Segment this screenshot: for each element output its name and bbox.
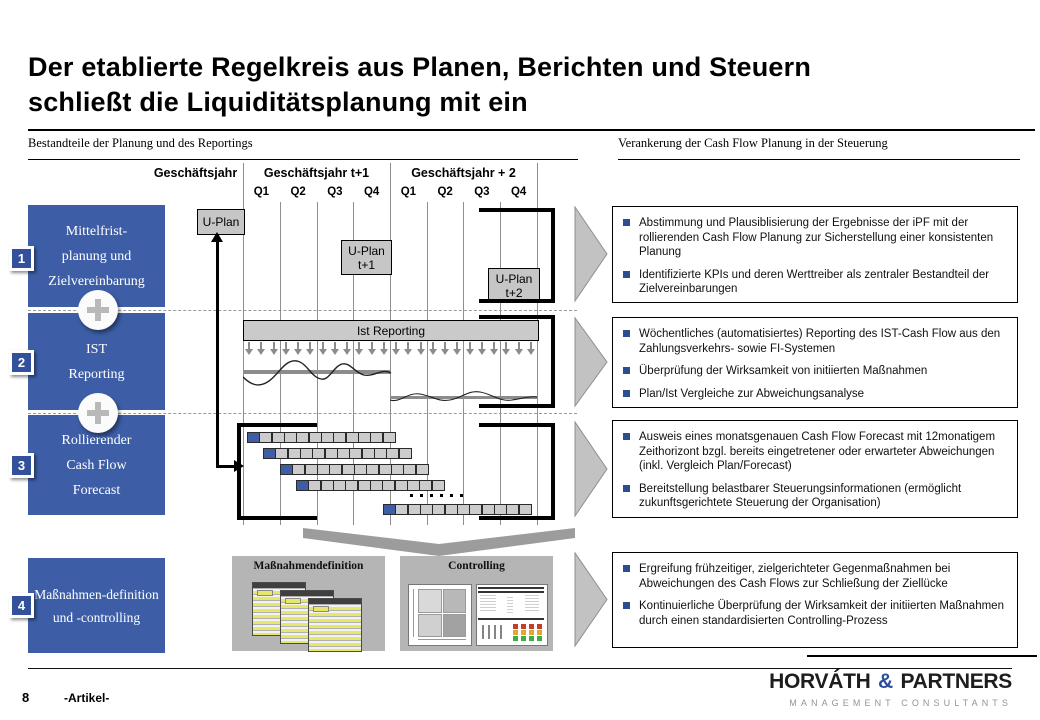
down-arrow-icon: [329, 342, 341, 356]
gantt-segment: [345, 480, 358, 491]
traffic-light-indicators: [513, 624, 542, 641]
section-underline-left: [28, 159, 578, 160]
mini-window-header: [309, 599, 361, 604]
gantt-segment: [432, 480, 445, 491]
logo-horvath: HORVÁTH: [769, 670, 871, 693]
callout-bullet: [623, 327, 1007, 356]
quarter-label: Q2: [437, 186, 453, 198]
gantt-segment: [333, 480, 346, 491]
chevron-right-icon: [574, 316, 608, 408]
down-arrow-icon: [390, 342, 402, 356]
down-arrow-icon: [317, 342, 329, 356]
gantt-segment: [309, 432, 322, 443]
bracket: [479, 315, 555, 319]
mini-window-header: [281, 591, 333, 596]
gantt-segment: [305, 464, 318, 475]
gantt-segment: [292, 464, 305, 475]
down-arrow-icon: [439, 342, 451, 356]
gantt-segment: [391, 464, 404, 475]
title-line-2: schließt die Liquiditätsplanung mit ein: [28, 87, 528, 117]
bullet-square-icon: [623, 602, 630, 609]
uplan-label: U-Plan: [202, 215, 240, 229]
mini-window-chip: [257, 590, 273, 596]
ist-reporting-label: Ist Reporting: [356, 323, 426, 338]
gantt-segment: [482, 504, 495, 515]
quarter-label: Q1: [253, 186, 270, 198]
callout-box-1: [612, 206, 1018, 303]
gantt-segment: [386, 448, 399, 459]
gantt-segment: [379, 464, 392, 475]
arrow-up-icon: [211, 232, 223, 242]
traffic-light-column: [513, 624, 518, 641]
uplan-sublabel: t+2: [505, 285, 523, 300]
down-arrow-icon: [427, 342, 439, 356]
callout-bullet: [623, 430, 1007, 474]
process-box-massnahmen: [28, 558, 165, 653]
uplan-t2-box: [488, 268, 540, 303]
bracket: [479, 208, 555, 212]
gantt-segment: [457, 504, 470, 515]
gantt-segment: [354, 464, 367, 475]
process-box-line: Zielvereinbarung: [48, 273, 145, 289]
gantt-segment-done: [263, 448, 276, 459]
down-arrow-icon: [341, 342, 353, 356]
callout-bullet: [623, 562, 1007, 591]
logo-overline: [807, 655, 1037, 657]
process-box-line: Reporting: [68, 366, 125, 382]
section-underline-right: [618, 159, 1020, 160]
callout-bullet: [623, 216, 1007, 260]
chevron-right-icon: [574, 205, 608, 303]
bullet-square-icon: [623, 433, 630, 440]
feedback-arrow-line: [216, 465, 235, 468]
gantt-segment: [420, 504, 433, 515]
gantt-segment: [403, 464, 416, 475]
bullet-square-icon: [623, 367, 630, 374]
uplan-sublabel: t+1: [357, 257, 375, 272]
step-number-badge-3: 3: [9, 453, 34, 478]
quarter-label: Q2: [290, 186, 306, 198]
ist-reporting-bar: [243, 320, 539, 341]
page-title: [28, 50, 1018, 120]
gantt-segment: [519, 504, 532, 515]
logo-subtitle: MANAGEMENT CONSULTANTS: [789, 698, 1012, 708]
callout-bullet: [623, 364, 1007, 379]
bracket: [551, 423, 555, 520]
down-arrow-icon: [476, 342, 488, 356]
callout-bullet-text: Überprüfung der Wirksamkeit von initiierten Maßnahmen: [639, 365, 928, 377]
gantt-segment: [416, 464, 429, 475]
step-number-badge-4: 4: [9, 593, 34, 618]
down-arrow-icon: [500, 342, 512, 356]
process-box-line: planung und: [61, 248, 132, 264]
mini-window-chip: [285, 598, 301, 604]
gantt-segment: [366, 464, 379, 475]
quarter-label-row: [243, 186, 537, 198]
bullet-square-icon: [623, 485, 630, 492]
down-arrow-icon: [488, 342, 500, 356]
gridline-quarter: [500, 202, 501, 525]
year-header-current: Geschäftsjahr: [153, 166, 238, 180]
down-arrow-icon: [292, 342, 304, 356]
gantt-segment: [342, 464, 355, 475]
down-arrow-icon: [280, 342, 292, 356]
section-header-right: Verankerung der Cash Flow Planung in der Steuerung: [618, 136, 888, 150]
gantt-segment: [275, 448, 288, 459]
gantt-continuation-dots: [410, 494, 470, 497]
section-header-left: Bestandteile der Planung und des Reportings: [28, 136, 253, 150]
gantt-segment: [374, 448, 387, 459]
bracket: [479, 404, 555, 408]
mini-form-window: [308, 598, 362, 652]
bracket: [237, 423, 317, 427]
quarter-label: Q3: [474, 186, 490, 198]
title-line-1: Der etablierte Regelkreis aus Planen, Berichten und Steuern: [28, 52, 812, 82]
page-number: 8: [22, 690, 30, 705]
gantt-segment: [358, 480, 371, 491]
footer-label: -Artikel-: [64, 691, 110, 705]
gantt-segment: [325, 448, 338, 459]
funnel-chevron-icon: [303, 528, 575, 557]
portfolio-matrix-chart: [408, 584, 472, 646]
bullet-square-icon: [623, 390, 630, 397]
gantt-segment: [395, 504, 408, 515]
quarter-label: Q4: [510, 186, 527, 198]
company-logo: [769, 672, 1012, 713]
down-arrow-icon: [255, 342, 267, 356]
gantt-segment: [329, 464, 342, 475]
callout-bullet-text: Ergreifung frühzeitiger, zielgerichteter Gegenmaßnahmen bei Abweichungen des Cash Flows zur Schließung der Ziellücke: [639, 563, 951, 590]
reporting-arrow-fringe: [243, 342, 537, 356]
gantt-segment: [300, 448, 313, 459]
down-arrow-icon: [402, 342, 414, 356]
callout-bullet-text: Kontinuierliche Überprüfung der Wirksamkeit der initiierten Maßnahmen durch einen standardisierten Controlling-Prozess: [639, 600, 1004, 627]
process-box-line: Mittelfrist-: [65, 223, 128, 239]
bracket: [551, 315, 555, 408]
gridline-year: [537, 163, 538, 525]
process-box-line: Maßnahmen-definition: [34, 586, 159, 602]
mini-window-header: [253, 583, 305, 588]
callout-box-2: [612, 317, 1018, 408]
gantt-segment: [383, 432, 396, 443]
thumbnail-title: Maßnahmendefinition: [253, 560, 364, 572]
gantt-segment: [432, 504, 445, 515]
gantt-segment: [312, 448, 325, 459]
chevron-right-icon: [574, 420, 608, 518]
gantt-segment: [445, 504, 458, 515]
gantt-segment: [272, 432, 285, 443]
down-arrow-icon: [525, 342, 537, 356]
callout-bullet-text: Abstimmung und Plausiblisierung der Ergebnisse der iPF mit der rollierenden Cash Flow Planung zur Sicherstellung einer konsistenten Planung: [639, 217, 994, 258]
gantt-segment: [284, 432, 297, 443]
gantt-segment: [346, 432, 359, 443]
year-header-t2: Geschäftsjahr + 2: [411, 166, 516, 180]
bracket: [479, 423, 555, 427]
gridline-quarter: [463, 202, 464, 525]
gantt-segment: [408, 504, 421, 515]
gantt-segment-done: [247, 432, 260, 443]
gantt-segment: [469, 504, 482, 515]
gantt-segment: [382, 480, 395, 491]
gantt-segment: [259, 432, 272, 443]
gantt-segment: [308, 480, 321, 491]
callout-box-4: [612, 552, 1018, 648]
traffic-light-column: [521, 624, 526, 641]
callout-bullet-text: Wöchentliches (automatisiertes) Reporting des IST-Cash Flow aus den Zahlungsverkehrs- sowie FI-Systemen: [639, 328, 1001, 355]
bullet-square-icon: [623, 271, 630, 278]
gridline-quarter: [427, 202, 428, 525]
title-divider: [28, 129, 1035, 131]
chevron-right-icon: [574, 551, 608, 648]
gantt-segment: [370, 432, 383, 443]
gantt-segment: [395, 480, 408, 491]
callout-bullet: [623, 482, 1007, 511]
gantt-segment: [349, 448, 362, 459]
down-arrow-icon: [353, 342, 365, 356]
process-box-line: Forecast: [72, 482, 121, 498]
bracket: [237, 423, 241, 520]
gantt-segment: [333, 432, 346, 443]
process-box-line: IST: [86, 341, 107, 357]
gantt-segment: [288, 448, 301, 459]
gantt-segment: [419, 480, 432, 491]
bullet-square-icon: [623, 219, 630, 226]
process-box-line: Rollierender: [61, 432, 132, 448]
down-arrow-icon: [304, 342, 316, 356]
traffic-light-column: [537, 624, 542, 641]
step-number-badge-2: 2: [9, 350, 34, 375]
gantt-segment: [506, 504, 519, 515]
bracket: [551, 208, 555, 303]
plan-ist-wave-1: [243, 356, 393, 390]
bracket: [479, 299, 555, 303]
down-arrow-icon: [378, 342, 390, 356]
controlling-dashboard: [476, 584, 548, 646]
process-box-line: und -controlling: [52, 609, 141, 625]
quarter-label: Q4: [363, 186, 380, 198]
gantt-segment: [337, 448, 350, 459]
gantt-segment: [358, 432, 371, 443]
gantt-segment: [494, 504, 507, 515]
bracket: [237, 516, 317, 520]
down-arrow-icon: [513, 342, 525, 356]
thumbnail-massnahmendefinition: [232, 556, 385, 651]
down-arrow-icon: [268, 342, 280, 356]
logo-ampersand-icon: &: [878, 670, 893, 693]
down-arrow-icon: [366, 342, 378, 356]
gantt-segment-done: [280, 464, 293, 475]
gantt-segment: [407, 480, 420, 491]
feedback-arrow-line: [216, 241, 219, 468]
callout-bullet-text: Bereitstellung belastbarer Steuerungsinformationen (ermöglicht zukunftsgerichtete Steuerung der Organisation): [639, 482, 962, 509]
thumbnail-controlling: [400, 556, 553, 651]
footer-divider: [28, 668, 1012, 669]
bracket: [479, 516, 555, 520]
down-arrow-icon: [451, 342, 463, 356]
down-arrow-icon: [415, 342, 427, 356]
callout-bullet: [623, 268, 1007, 297]
uplan-label: U-Plan: [495, 271, 533, 286]
gantt-segment: [296, 432, 309, 443]
gantt-segment-done: [296, 480, 309, 491]
callout-bullet: [623, 599, 1007, 628]
callout-bullet-text: Plan/Ist Vergleiche zur Abweichungsanalyse: [639, 387, 865, 400]
step-number-badge-1: 1: [9, 246, 34, 271]
plus-connector-icon: [78, 393, 118, 433]
bullet-square-icon: [623, 565, 630, 572]
uplan-label: U-Plan: [348, 243, 385, 258]
gantt-segment: [321, 480, 334, 491]
callout-bullet: [623, 387, 1007, 402]
down-arrow-icon: [243, 342, 255, 356]
callout-bullet-text: Identifizierte KPIs und deren Werttreiber als zentraler Bestandteil der Zielvereinbarungen: [639, 268, 990, 295]
callout-bullet-text: Ausweis eines monatsgenauen Cash Flow Forecast mit 12monatigem Zeithorizont bzgl. bereits eingetretener oder erwarteter Abweichungen (inkl. Vergleich Plan/Forecast): [639, 431, 996, 472]
gantt-segment: [362, 448, 375, 459]
logo-partners: PARTNERS: [900, 670, 1012, 693]
gantt-segment: [399, 448, 412, 459]
gantt-segment: [370, 480, 383, 491]
gantt-segment: [321, 432, 334, 443]
uplan-t1-box: [341, 240, 392, 275]
year-header-t1: Geschäftsjahr t+1: [263, 166, 370, 180]
quarter-label: Q1: [400, 186, 417, 198]
process-box-line: Cash Flow: [66, 457, 127, 473]
callout-box-3: [612, 420, 1018, 518]
gantt-segment-done: [383, 504, 396, 515]
gantt-segment: [317, 464, 330, 475]
thumbnail-title: Controlling: [448, 560, 505, 572]
mini-bar-chart: [482, 625, 502, 639]
mini-window-chip: [313, 606, 329, 612]
bullet-square-icon: [623, 330, 630, 337]
quarter-label: Q3: [327, 186, 343, 198]
traffic-light-column: [529, 624, 534, 641]
plus-connector-icon: [78, 290, 118, 330]
down-arrow-icon: [464, 342, 476, 356]
